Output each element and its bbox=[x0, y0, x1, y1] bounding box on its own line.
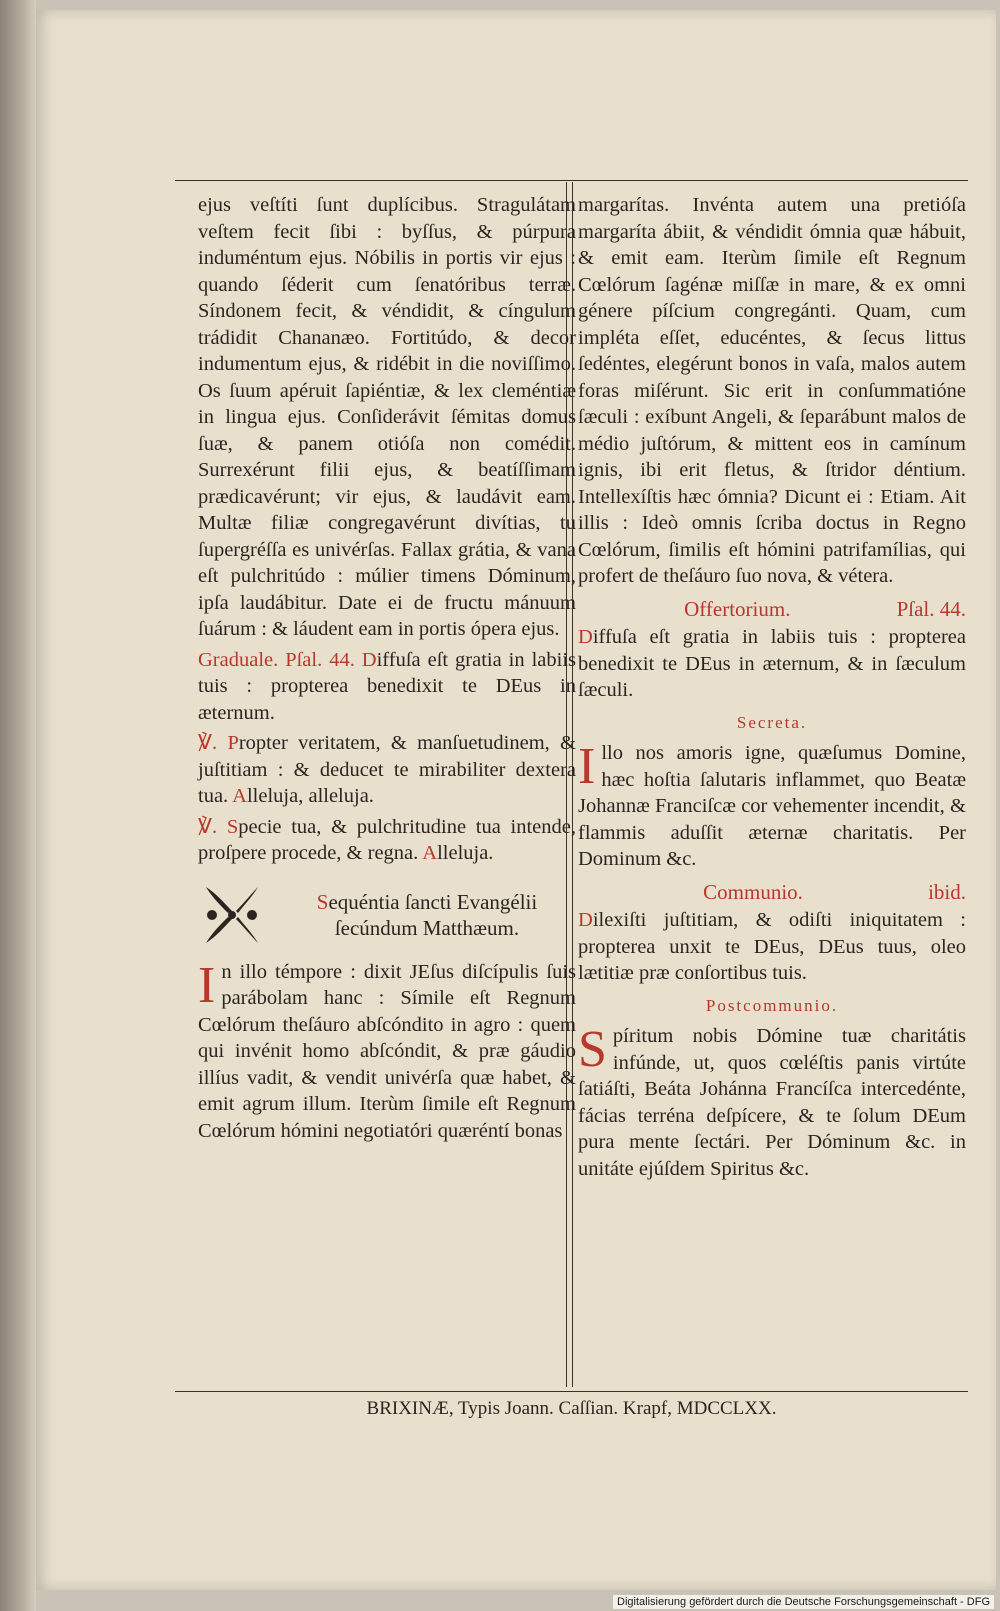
postcommunio-dropcap: S bbox=[578, 1021, 607, 1078]
verse1-initial: P bbox=[227, 732, 239, 754]
right-column bbox=[578, 192, 966, 1186]
left-column bbox=[198, 192, 576, 1148]
imprint-footer: BRIXINÆ, Typis Joann. Caſſian. Krapf, MDCCLXX. bbox=[366, 1398, 777, 1419]
alleluia-text: lleluja, alleluja. bbox=[246, 785, 374, 807]
gospel-title-line1: equéntia ſancti Evangélii bbox=[328, 889, 538, 914]
communio-label: Communio. bbox=[703, 879, 803, 904]
gospel-continuation: margarítas. Invénta autem una pretióſa margaríta ábiit, & véndidit ómnia quæ hábuit, & emit eam. Iterùm ſimile eſt Regnum Cœlórum ſagénæ miſſæ in mare, & ex omni génere píſcium congregánti. Quam, cum impléta eſſet, educéntes, & ſecus littus ſedéntes, elegérunt bonos in vaſa, malos autem foras miſérunt. Sic erit in conſummatióne ſæculi : exíbunt Angeli, & ſeparábunt malos de médio juſtórum, & mittent eos in camínum ignis, ibi erit fletus, & ſtridor déntium. Intellexíſtis hæc ómnia? Dicunt ei : Etiam. Ait illis : Ideò omnis ſcriba doctus in Regno Cœlórum, ſimilis eſt hómini patrifamílias, qui profert de theſáuro ſuo nova, & vétera. bbox=[578, 194, 966, 587]
secreta-paragraph bbox=[578, 740, 966, 873]
gospel-heading bbox=[198, 881, 576, 949]
postcommunio-text: píritum nobis Dómine tuæ charitátis infúnde, ut, quos cœléſtis panis virtúte ſatiáſti, Beáta Johánna Francíſca intercedénte, fácias terréna deſpícere, & te ſolum DEum pura mente ſectári. Per Dóminum &c. in unitáte ejúſdem Spiritus &c. bbox=[578, 1025, 966, 1180]
graduale-text: iffuſa eſt gratia in labiis tuis : propterea benedixit te DEus in æternum. bbox=[198, 648, 577, 724]
versicle-icon: ℣. bbox=[198, 815, 218, 838]
gospel-dropcap: I bbox=[198, 956, 216, 1014]
alleluia-initial: A bbox=[232, 785, 247, 807]
verse-2 bbox=[198, 814, 576, 867]
postcommunio-paragraph bbox=[578, 1023, 966, 1182]
offertory-heading bbox=[578, 596, 966, 623]
offertory-text: iffuſa eſt gratia in labiis tuis : propterea benedixit te DEus in æternum, & in ſæculum ſæculi. bbox=[578, 626, 966, 701]
book-spine-edge bbox=[0, 0, 36, 1611]
communio-paragraph bbox=[578, 907, 966, 987]
verse2-text: pecie tua, & pulchritudine tua intende, proſpere procede, & regna. bbox=[198, 815, 576, 864]
graduale-label: Graduale. Pſal. 44. bbox=[198, 648, 355, 671]
offertory-initial: D bbox=[578, 626, 593, 648]
digitization-credit: Digitalisierung gefördert durch die Deutsche Forschungsgemeinschaft - DFG bbox=[613, 1595, 994, 1609]
secreta-text: llo nos amoris igne, quæſumus Domine, hæc hoſtia ſalutaris inflammet, quo Beatæ Johannæ Franciſcæ cor vehementer incendit, & flammis aduſſit æternæ charitatis. Per Dominum &c. bbox=[578, 742, 966, 870]
secreta-dropcap: I bbox=[578, 738, 596, 795]
gospel-paragraph bbox=[198, 956, 576, 1145]
offertory-ref: Pſal. 44. bbox=[896, 596, 966, 621]
cross-ornament-icon bbox=[198, 881, 266, 949]
alleluia-text: lleluja. bbox=[437, 842, 494, 864]
verse1-text: ropter veritatem, & manſuetudinem, & juſtitiam : & deducet te mirabiliter dextera tua. bbox=[198, 732, 576, 807]
gospel-title bbox=[278, 889, 576, 941]
graduale-paragraph bbox=[198, 647, 576, 727]
gospel-text: n illo témpore : dixit JEſus diſcípulis ſuis parábolam hanc : Símile eſt Regnum Cœlórum theſáuro abſcóndito in agro : quem qui invénit homo abſcóndit, & præ gáudio illíus vadit, & vendit univérſa quæ habet, & emit agrum illum. Iterùm ſimile eſt Regnum Cœlórum hómini negotiatóri quæréntí bonas bbox=[198, 960, 576, 1142]
offertory-paragraph bbox=[578, 624, 966, 704]
gospel-title-initial: S bbox=[316, 889, 329, 914]
versicle-icon: ℣. bbox=[198, 732, 218, 754]
offertory-label: Offertorium. bbox=[684, 596, 791, 621]
communio-heading bbox=[578, 879, 966, 906]
verse-1 bbox=[198, 730, 576, 810]
communio-initial: D bbox=[578, 909, 593, 931]
communio-text: ilexiſti juſtitiam, & odiſti iniquitatem : propterea unxit te DEus, DEus tuus, oleo lætitiæ præ conſortibus tuis. bbox=[578, 909, 966, 984]
graduale-initial: D bbox=[361, 648, 377, 671]
postcommunio-heading: Postcommunio. bbox=[705, 995, 839, 1015]
gospel-title-line2: ſecúndum Matthæum. bbox=[334, 915, 520, 940]
alleluia-initial: A bbox=[422, 842, 438, 864]
verse2-initial: S bbox=[226, 815, 239, 838]
secreta-heading: Secreta. bbox=[736, 712, 808, 732]
lesson-text: ejus veſtíti ſunt duplícibus. Stragulátam veſtem fecit ſibi : byſſus, & púrpura induméntum ejus. Nóbilis in portis vir ejus : quando ſéderit cum ſenatóribus terræ. Síndonem fecit, & véndidit, & cíngulum trádidit Chananæo. Fortitúdo, & decor indumentum ejus, & ridébit in die noviſſimo. Os ſuum apéruit ſapiéntiæ, & lex cleméntiæ in lingua ejus. Conſiderávit ſémitas domus ſuæ, & panem otióſa non comédit. Surrexérunt filii ejus, & beatíſſimam prædicavérunt; vir ejus, & laudávit eam. Multæ filiæ congregavérunt divítias, tu ſupergréſſa es univérſas. Fallax grátia, & vana eſt pulchritúdo : múlier timens Dóminum, ipſa laudábitur. Date ei de fructu mánuum ſuárum : & láudent eam in portis ópera ejus. bbox=[198, 194, 576, 640]
communio-ref: ibid. bbox=[928, 879, 966, 904]
